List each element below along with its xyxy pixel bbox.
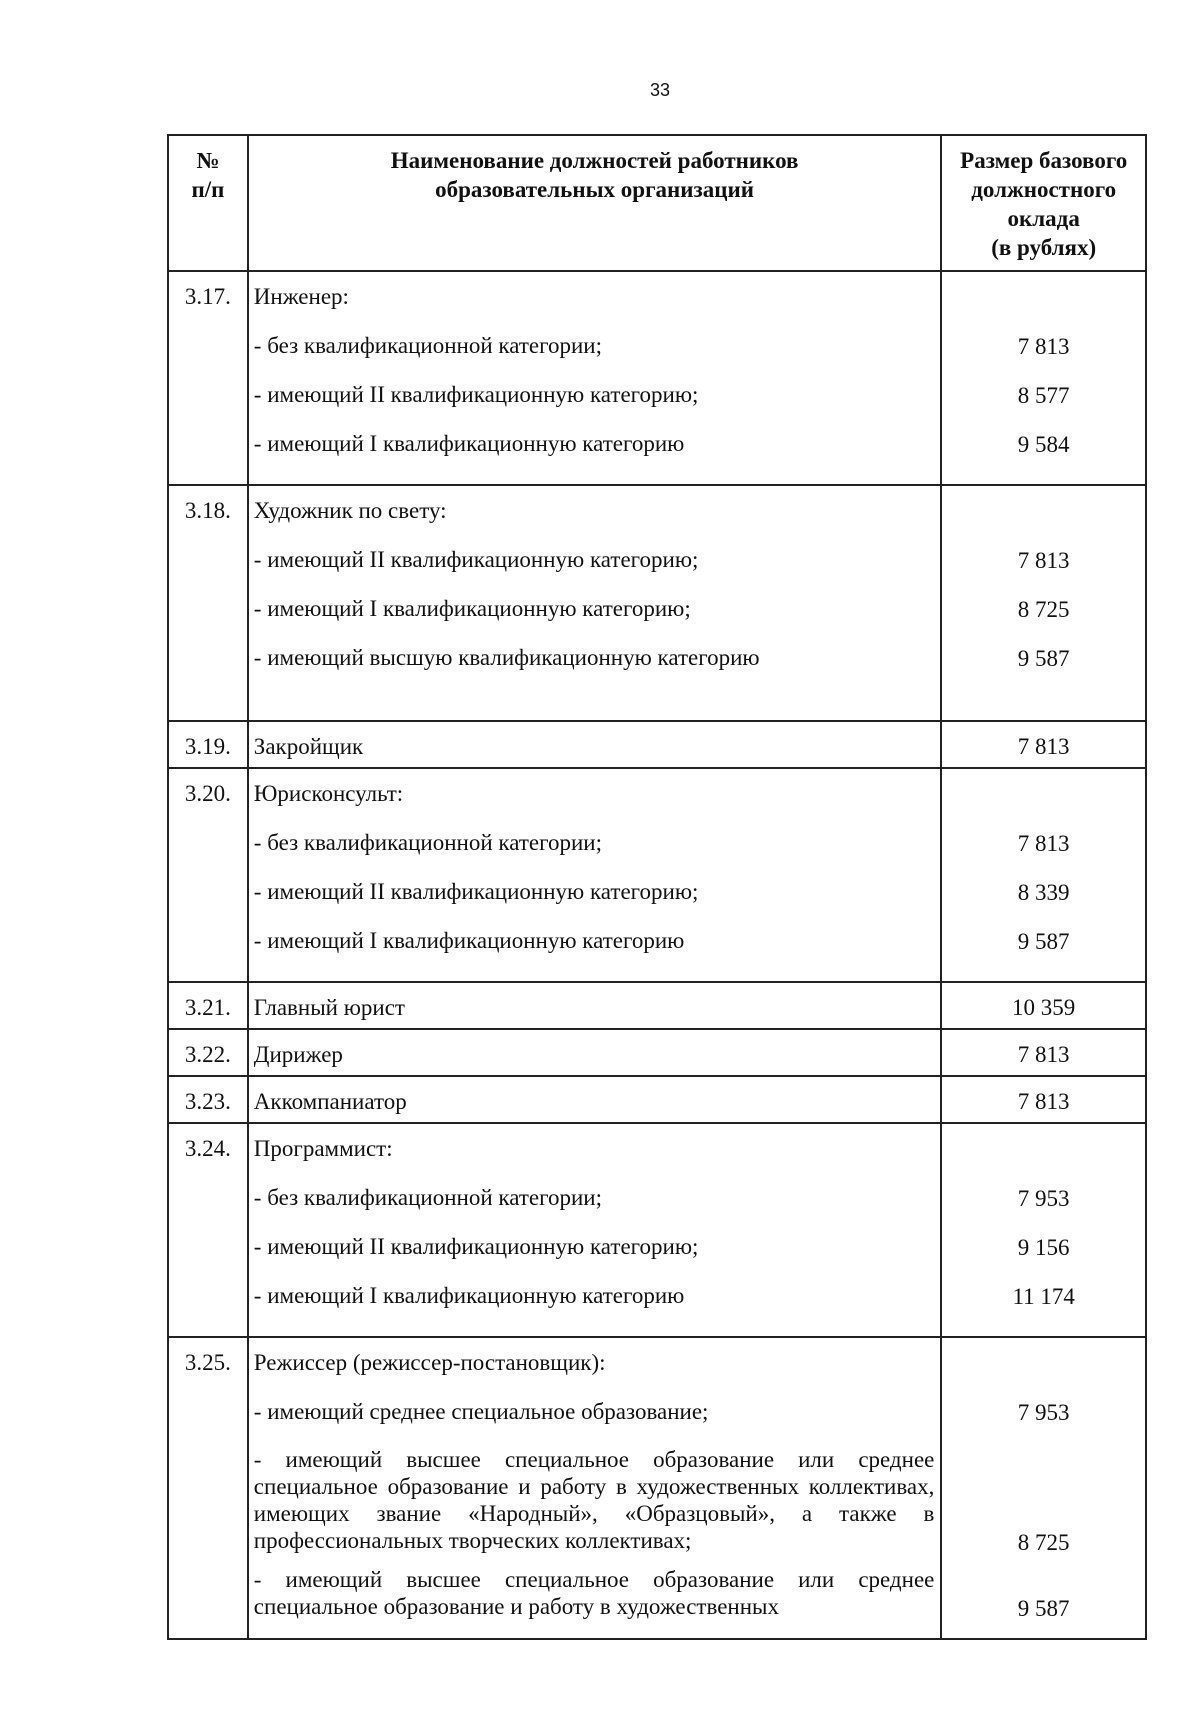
position-title: Главный юрист: [253, 995, 405, 1020]
row-number: 3.20.: [168, 768, 248, 982]
position-title: Дирижер: [253, 1042, 343, 1067]
salary-value: 8 725: [1017, 1530, 1070, 1555]
salary-value: 9 587: [1017, 929, 1070, 954]
position-subitem: - имеющий II квалификационную категорию;: [253, 382, 699, 407]
salary-value: 9 584: [1017, 432, 1070, 457]
table-row: [168, 721, 1146, 768]
salary-value: 8 577: [1017, 383, 1070, 408]
position-cell: [248, 768, 942, 982]
salary-cell: [941, 1123, 1146, 1337]
salary-value: 9 587: [1017, 646, 1070, 671]
header-num: [168, 135, 248, 271]
salary-cell: [941, 768, 1146, 982]
salary-cell: [941, 721, 1146, 768]
table-row: [168, 1123, 1146, 1337]
position-cell: [248, 1337, 942, 1639]
table-row: [168, 1076, 1146, 1123]
salary-cell: [941, 982, 1146, 1029]
header-salary-line: (в рублях): [991, 235, 1097, 260]
table-row: [168, 1337, 1146, 1639]
header-name-line: Наименование должностей работников: [390, 148, 799, 173]
table-header-row: [168, 135, 1146, 271]
header-salary: [941, 135, 1146, 271]
salary-value: 7 813: [1017, 548, 1070, 573]
salary-value: 7 953: [1017, 1186, 1070, 1211]
salary-table: [167, 134, 1147, 1640]
header-num-line: п/п: [191, 177, 225, 202]
position-subitem: - имеющий I квалификационную категорию: [253, 431, 685, 456]
salary-value: 9 156: [1017, 1235, 1070, 1260]
table-row: [168, 768, 1146, 982]
salary-value: 10 359: [1012, 995, 1076, 1020]
position-subitem: - имеющий II квалификационную категорию;: [253, 1234, 699, 1259]
row-number: 3.21.: [168, 982, 248, 1029]
salary-cell: [941, 1029, 1146, 1076]
position-cell: [248, 1076, 942, 1123]
position-subitem: - без квалификационной категории;: [253, 333, 602, 358]
position-title: Юрисконсульт:: [253, 781, 404, 806]
row-number: 3.24.: [168, 1123, 248, 1337]
salary-value: 7 953: [1017, 1400, 1070, 1425]
position-subitem: - имеющий I квалификационную категорию: [253, 928, 685, 953]
position-title: Аккомпаниатор: [253, 1089, 407, 1114]
position-subitem: - имеющий высшую квалификационную категорию: [253, 645, 760, 670]
position-cell: [248, 271, 942, 485]
row-number: 3.23.: [168, 1076, 248, 1123]
row-number: 3.17.: [168, 271, 248, 485]
salary-value: 7 813: [1017, 831, 1070, 856]
header-name: [248, 135, 942, 271]
salary-cell: [941, 485, 1146, 721]
position-title: Инженер:: [253, 284, 349, 309]
salary-value: 8 339: [1017, 880, 1070, 905]
row-number: 3.25.: [168, 1337, 248, 1639]
salary-value: 7 813: [1017, 1042, 1070, 1067]
salary-value: 7 813: [1017, 334, 1070, 359]
salary-cell: [941, 271, 1146, 485]
row-number: 3.22.: [168, 1029, 248, 1076]
page-number: 33: [649, 80, 671, 100]
position-cell: [248, 485, 942, 721]
row-number: 3.18.: [168, 485, 248, 721]
salary-value: 9 587: [1017, 1596, 1070, 1621]
position-subitem: - имеющий II квалификационную категорию;: [253, 547, 699, 572]
position-title: Режиссер (режиссер-постановщик):: [253, 1350, 606, 1375]
position-title: Программист:: [253, 1136, 393, 1161]
table-row: [168, 271, 1146, 485]
position-subitem: - без квалификационной категории;: [253, 830, 602, 855]
salary-value: 11 174: [1012, 1284, 1075, 1309]
table-row: [168, 982, 1146, 1029]
header-name-line: образовательных организаций: [435, 177, 755, 202]
salary-value: 7 813: [1017, 734, 1070, 759]
header-salary-line: Размер базового: [960, 148, 1128, 173]
position-title: Художник по свету:: [253, 498, 447, 523]
position-subitem: - имеющий высшее специальное образование или среднее специальное образование и работу в художественных коллективах, имеющих звание «Народный», «Образцовый», а также в профессиональных творческих коллективах;: [253, 1447, 935, 1553]
table-row: [168, 1029, 1146, 1076]
salary-value: 8 725: [1017, 597, 1070, 622]
salary-value: 7 813: [1017, 1089, 1070, 1114]
salary-cell: [941, 1337, 1146, 1639]
position-subitem: - имеющий высшее специальное образование или среднее специальное образование и работу в художественных: [253, 1567, 935, 1619]
position-cell: [248, 1123, 942, 1337]
header-salary-line: должностного: [971, 177, 1117, 202]
header-num-line: №: [196, 148, 220, 173]
salary-cell: [941, 1076, 1146, 1123]
position-subitem: - имеющий II квалификационную категорию;: [253, 879, 699, 904]
position-subitem: - имеющий I квалификационную категорию: [253, 1283, 685, 1308]
position-cell: [248, 1029, 942, 1076]
table-row: [168, 485, 1146, 721]
header-salary-line: оклада: [1007, 206, 1080, 231]
position-subitem: - имеющий среднее специальное образование;: [253, 1399, 709, 1424]
position-title: Закройщик: [253, 734, 364, 759]
position-cell: [248, 721, 942, 768]
position-subitem: - без квалификационной категории;: [253, 1185, 602, 1210]
row-number: 3.19.: [168, 721, 248, 768]
position-cell: [248, 982, 942, 1029]
position-subitem: - имеющий I квалификационную категорию;: [253, 596, 691, 621]
